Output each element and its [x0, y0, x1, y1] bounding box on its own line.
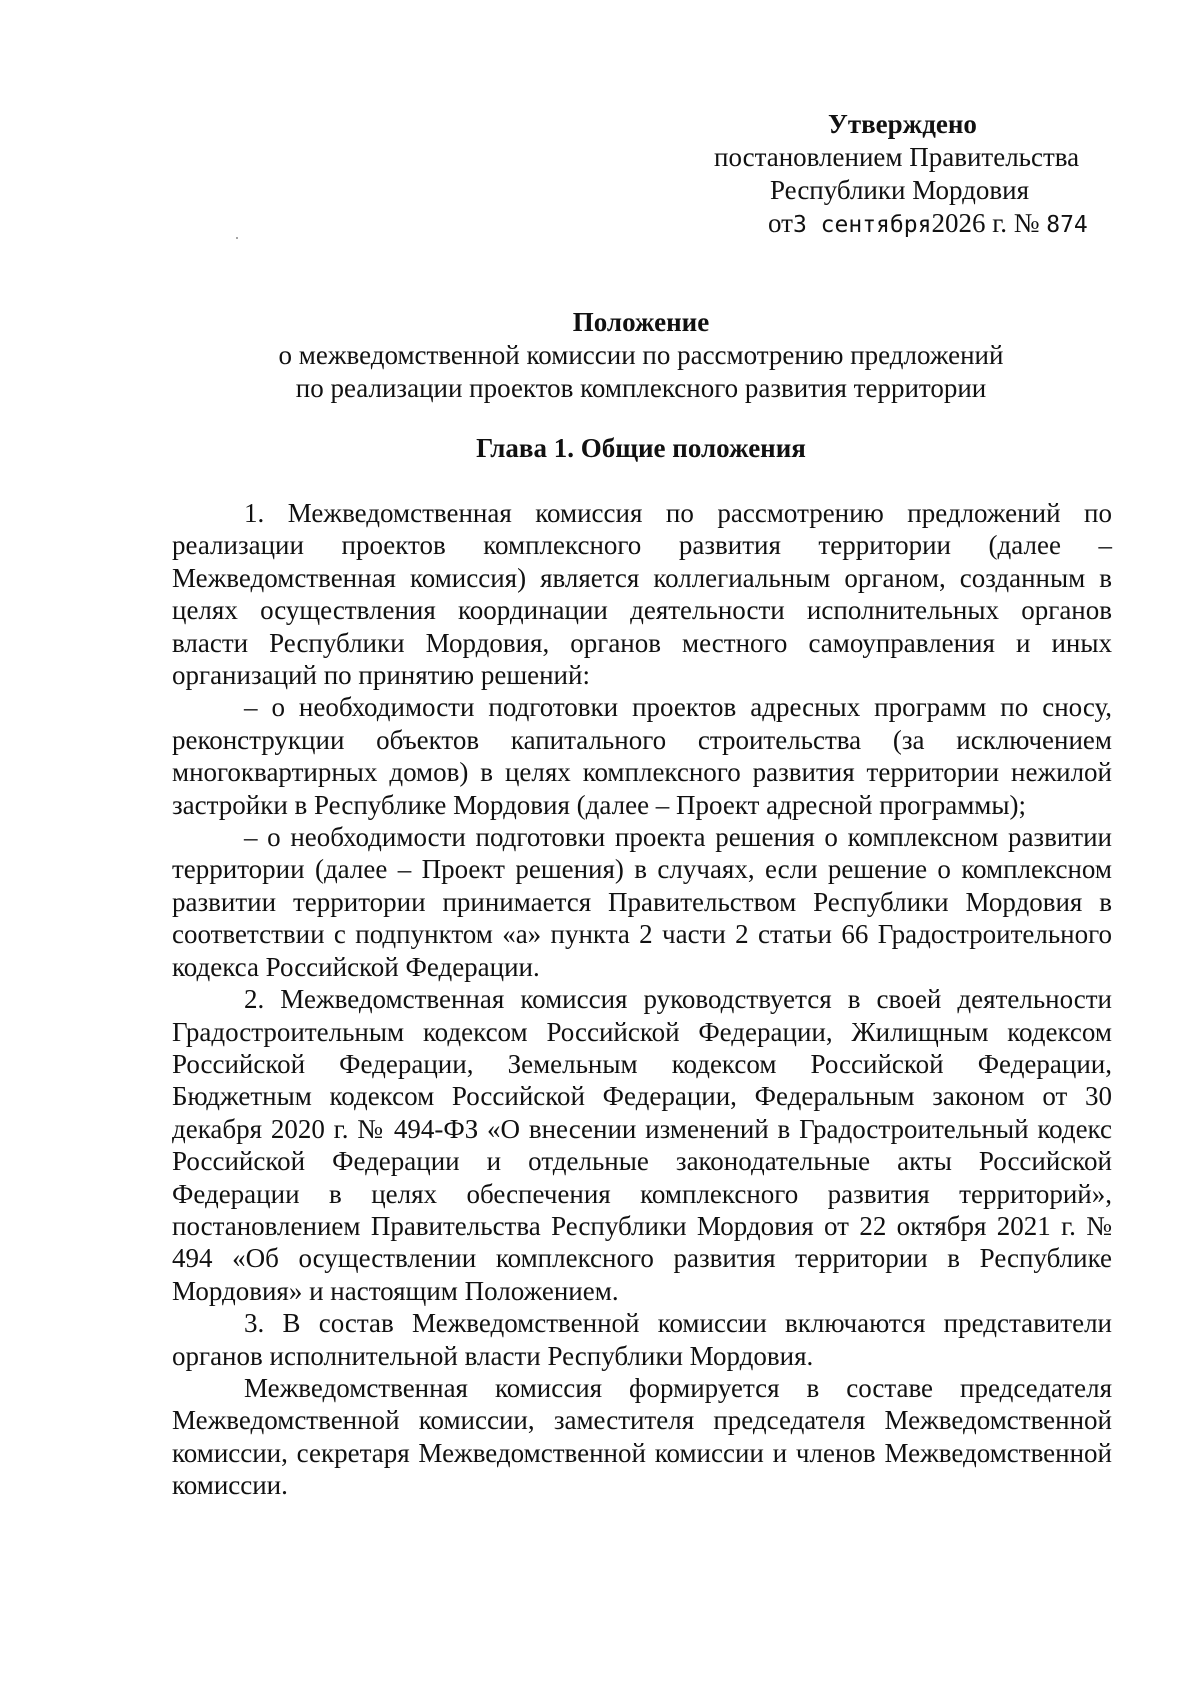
approval-date-day-month: 3 сентября	[792, 212, 932, 238]
approval-title: Утверждено	[828, 109, 977, 139]
document-subtitle	[170, 339, 1112, 405]
document-body	[172, 497, 1112, 1502]
document-subtitle-line-2: по реализации проектов комплексного развития территории	[295, 373, 987, 403]
approval-date-prefix: от	[768, 208, 793, 238]
paragraph-2: 2. Межведомственная комиссия руководствуется в своей деятельности Градостроительным кодексом Российской Федерации, Жилищным кодексом Российской Федерации, Земельным кодексом Российской Федерации, Бюджетным кодексом Российской Федерации, Федеральным законом от 30 декабря 2020 г. № 494-ФЗ «О внесении изменений в Градостроительный кодекс Российской Федерации и отдельные законодательные акты Российской Федерации в целях обеспечения комплексного развития территорий», постановлением Правительства Республики Мордовия от 22 октября 2021 г. № 494 «Об осуществлении комплексного развития территории в Республике Мордовия» и настоящим Положением.	[172, 984, 1112, 1306]
chapter-heading	[170, 432, 1112, 465]
approval-line-2: Республики Мордовия	[770, 175, 1030, 205]
document-title-text: Положение	[572, 307, 710, 337]
approval-line-1: постановлением Правительства	[714, 142, 1080, 172]
approval-date-line	[768, 207, 1088, 242]
paragraph-1: 1. Межведомственная комиссия по рассмотрению предложений по реализации проектов комплексного развития территории (далее – Межведомственная комиссия) является коллегиальным органом, созданным в целях осуществления координации деятельности исполнительных органов власти Республики Мордовия, органов местного самоуправления и иных организаций по принятию решений:	[172, 498, 1112, 691]
chapter-heading-text: Глава 1. Общие положения	[476, 433, 806, 463]
document-subtitle-line-1: о межведомственной комиссии по рассмотрению предложений	[278, 340, 1004, 370]
paragraph-3: 3. В состав Межведомственной комиссии включаются представители органов исполнительной власти Республики Мордовия.	[172, 1308, 1112, 1371]
paragraph-3-continuation: Межведомственная комиссия формируется в составе председателя Межведомственной комиссии, заместителя председателя Межведомственной комиссии, секретаря Межведомственной комиссии и членов Межведомственной комиссии.	[172, 1372, 1112, 1501]
approval-number: 874	[1046, 212, 1088, 238]
paragraph-1-item-2: – о необходимости подготовки проекта решения о комплексном развитии территории (далее – Проект решения) в случаях, если решение о комплексном развитии территории принимается Правительством Республики Мордовия в соответствии с подпунктом «а» пункта 2 части 2 статьи 66 Градостроительного кодекса Российской Федерации.	[172, 822, 1112, 982]
approval-date-year: 2026 г. №	[931, 208, 1040, 238]
paragraph-1-item-1: – о необходимости подготовки проектов адресных программ по сносу, реконструкции объектов капитального строительства (за исключением многоквартирных домов) в целях комплексного развития территории нежилой застройки в Республике Мордовия (далее – Проект адресной программы);	[172, 692, 1112, 820]
scan-speck	[236, 237, 238, 239]
document-title	[170, 306, 1112, 339]
